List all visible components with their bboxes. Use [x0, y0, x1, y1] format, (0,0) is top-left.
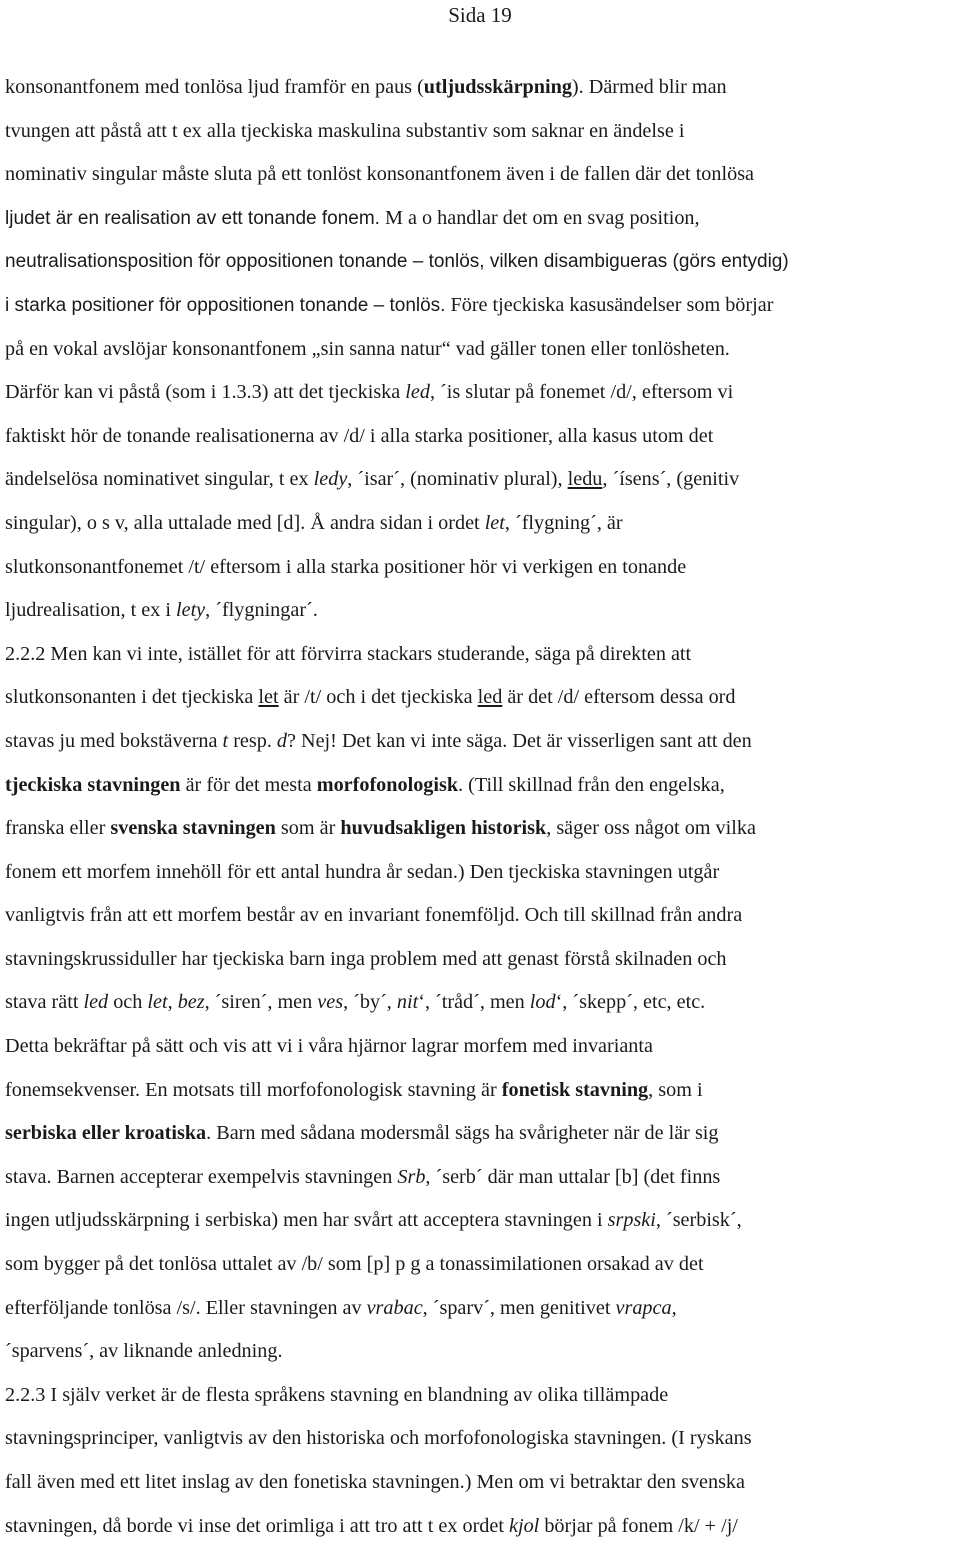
- text-run: led: [477, 686, 503, 709]
- text-run: , ´serbisk´,: [655, 1209, 742, 1232]
- text-run: som bygger på det tonlösa uttalet av /b/ som [p] p g a tonassimilationen orsakad av det: [5, 1253, 704, 1276]
- text-line: [5, 1461, 953, 1505]
- text-line: [5, 110, 953, 154]
- text-line: [5, 720, 953, 764]
- text-run: ,: [167, 991, 178, 1014]
- text-run: , ´by´,: [343, 991, 397, 1014]
- text-run: resp.: [228, 729, 277, 752]
- text-run: fonetisk stavning: [501, 1078, 649, 1101]
- text-line: [5, 1156, 953, 1200]
- text-line: [5, 284, 953, 328]
- text-run: franska eller: [5, 817, 111, 840]
- text-run: , ´flygningar´.: [205, 599, 318, 622]
- text-run: vrapca: [615, 1296, 672, 1319]
- text-run: , ´ísens´, (genitiv: [602, 468, 740, 491]
- text-run: stavas ju med bokstäverna: [5, 729, 223, 752]
- text-run: i starka positioner för oppositionen tonande – tonlös.: [5, 294, 446, 316]
- text-run: fall även med ett litet inslag av den fonetiska stavningen.) Men om vi betraktar den svenska: [5, 1471, 745, 1493]
- text-line: [5, 981, 953, 1025]
- text-run: 2.2.2 Men kan vi inte, istället för att förvirra stackars studerande, säga på direkten att: [5, 642, 692, 665]
- text-run: och: [108, 991, 148, 1014]
- text-run: bez: [177, 991, 205, 1014]
- text-run: ,: [671, 1296, 677, 1319]
- text-run: ljudrealisation, t ex i: [5, 599, 176, 622]
- text-run: , ´serb´ där man uttalar [b] (det finns: [425, 1165, 721, 1188]
- text-run: let: [484, 511, 505, 534]
- text-run: slutkonsonantfonemet /t/ eftersom i alla starka positioner hör vi verkigen en tonande: [5, 555, 687, 578]
- text-run: ‘, ´tråd´, men: [418, 991, 530, 1014]
- text-line: [5, 546, 953, 590]
- text-line: [5, 66, 953, 110]
- text-line: [5, 807, 953, 851]
- text-run: let: [147, 991, 168, 1014]
- page-number: Sida 19: [448, 3, 512, 27]
- text-run: fonemsekvenser. En motsats till morfofonologisk stavning är: [5, 1078, 502, 1101]
- text-run: huvudsakligen historisk: [340, 817, 547, 840]
- text-line: [5, 1374, 953, 1418]
- text-line: [5, 851, 953, 895]
- text-run: 2.2.3 I själv verket är de flesta språkens stavning en blandning av olika tillämpade: [5, 1383, 669, 1406]
- text-run: , som i: [648, 1078, 703, 1101]
- text-line: [5, 1112, 953, 1156]
- text-line: [5, 1069, 953, 1113]
- text-run: nit: [396, 991, 419, 1014]
- text-line: [5, 764, 953, 808]
- text-run: Därför kan vi påstå (som i 1.3.3) att det tjeckiska: [5, 381, 406, 404]
- text-run: faktiskt hör de tonande realisationerna av /d/ i alla starka positioner, alla kasus utom det: [5, 424, 714, 447]
- text-line: [5, 240, 953, 284]
- text-run: neutralisationsposition för oppositionen tonande – tonlös, vilken disambigueras (görs entydig): [5, 251, 789, 273]
- text-line: [5, 1287, 953, 1331]
- text-run: slutkonsonanten i det tjeckiska: [5, 686, 259, 709]
- text-run: utljudsskärpning: [423, 76, 572, 98]
- text-run: led: [405, 381, 430, 404]
- text-line: [5, 1505, 953, 1548]
- text-run: ). Därmed blir man: [571, 76, 727, 98]
- text-run: , ´siren´, men: [204, 991, 318, 1014]
- text-run: är för det mesta: [180, 773, 317, 796]
- text-run: nominativ singular måste sluta på ett tonlöst konsonantfonem även i de fallen där det tonlösa: [5, 163, 755, 186]
- text-line: [5, 1243, 953, 1287]
- text-run: ingen utljudsskärpning i serbiska) men har svårt att acceptera stavningen i: [5, 1209, 608, 1232]
- text-line: [5, 371, 953, 415]
- text-run: ? Nej! Det kan vi inte säga. Det är visserligen sant att den: [287, 729, 752, 752]
- text-run: Detta bekräftar på sätt och vis att vi i våra hjärnor lagrar morfem med invarianta: [5, 1035, 653, 1058]
- text-run: efterföljande tonlösa /s/. Eller stavningen av: [5, 1296, 367, 1319]
- text-run: på en vokal avslöjar konsonantfonem „sin sanna natur“ vad gäller tonen eller tonlösheten.: [5, 337, 730, 360]
- text-run: let: [258, 686, 279, 709]
- text-run: lod: [529, 991, 556, 1014]
- text-run: led: [83, 991, 109, 1014]
- text-line: [5, 1330, 953, 1374]
- text-line: [5, 589, 953, 633]
- text-line: [5, 197, 953, 241]
- text-line: [5, 502, 953, 546]
- text-line: [5, 1417, 953, 1461]
- text-run: morfofonologisk: [316, 773, 459, 796]
- text-run: stavningen, då borde vi inse det orimliga i att tro att t ex ordet: [5, 1514, 509, 1537]
- text-line: [5, 894, 953, 938]
- text-run: ´sparvens´, av liknande anledning.: [5, 1340, 283, 1363]
- text-run: . Barn med sådana modersmål sägs ha svårigheter när de lär sig: [206, 1122, 719, 1145]
- text-line: [5, 633, 953, 677]
- text-run: ändelselösa nominativet singular, t ex: [5, 468, 314, 491]
- text-run: vrabac: [366, 1296, 423, 1319]
- text-run: d: [276, 729, 288, 752]
- text-line: [5, 938, 953, 982]
- text-run: Före tjeckiska kasusändelser som börjar: [445, 293, 774, 316]
- text-line: [5, 458, 953, 502]
- text-run: är det /d/ eftersom dessa ord: [502, 686, 736, 709]
- text-run: stavningskrussiduller har tjeckiska barn inga problem med att genast förstå skilnaden och: [5, 947, 727, 970]
- text-run: ledu: [567, 468, 603, 491]
- text-run: vanligtvis från att ett morfem består av en invariant fonemföljd. Och till skillnad från andra: [5, 904, 743, 927]
- text-run: ljudet är en realisation av ett tonande fonem.: [5, 207, 380, 229]
- text-run: konsonantfonem med tonlösa ljud framför en paus (: [5, 76, 424, 98]
- text-line: [5, 328, 953, 372]
- text-run: , ´sparv´, men genitivet: [422, 1296, 616, 1319]
- text-line: [5, 153, 953, 197]
- text-run: stava rätt: [5, 991, 84, 1014]
- text-run: börjar på fonem /k/ + /j/: [539, 1514, 738, 1537]
- text-run: lety: [176, 599, 206, 622]
- text-run: är /t/ och i det tjeckiska: [278, 686, 478, 709]
- text-run: svenska stavningen: [110, 817, 276, 840]
- body-text: [5, 66, 953, 1548]
- text-run: ledy: [313, 468, 348, 491]
- text-run: kjol: [509, 1514, 540, 1537]
- text-line: [5, 1025, 953, 1069]
- text-run: stava. Barnen accepterar exempelvis stavningen: [5, 1165, 398, 1188]
- text-run: singular), o s v, alla uttalade med [d]. Å andra sidan i ordet: [5, 511, 485, 534]
- text-run: M a o handlar det om en svag position,: [379, 206, 700, 229]
- text-run: tjeckiska stavningen: [5, 773, 181, 796]
- text-run: srpski: [607, 1209, 656, 1232]
- text-run: . (Till skillnad från den engelska,: [458, 773, 725, 796]
- text-run: , ´is slutar på fonemet /d/, eftersom vi: [429, 381, 734, 404]
- text-run: , ´isar´, (nominativ plural),: [347, 468, 568, 491]
- text-line: [5, 415, 953, 459]
- text-run: fonem ett morfem innehöll för ett antal hundra år sedan.) Den tjeckiska stavningen utgår: [5, 860, 720, 883]
- text-run: , säger oss något om vilka: [546, 817, 756, 840]
- text-run: t: [222, 729, 229, 752]
- text-line: [5, 1199, 953, 1243]
- text-run: stavningsprinciper, vanligtvis av den historiska och morfofonologiska stavningen. (I ryskans: [5, 1427, 752, 1450]
- text-run: Srb: [397, 1165, 426, 1188]
- text-run: ‘, ´skepp´, etc, etc.: [555, 991, 706, 1014]
- text-run: som är: [275, 817, 341, 840]
- text-run: , ´flygning´, är: [504, 511, 623, 534]
- text-run: tvungen att påstå att t ex alla tjeckiska maskulina substantiv som saknar en ändelse i: [5, 119, 685, 142]
- text-run: serbiska eller kroatiska: [5, 1122, 207, 1145]
- text-line: [5, 676, 953, 720]
- page-header: [0, 0, 960, 41]
- text-run: ves: [317, 991, 344, 1014]
